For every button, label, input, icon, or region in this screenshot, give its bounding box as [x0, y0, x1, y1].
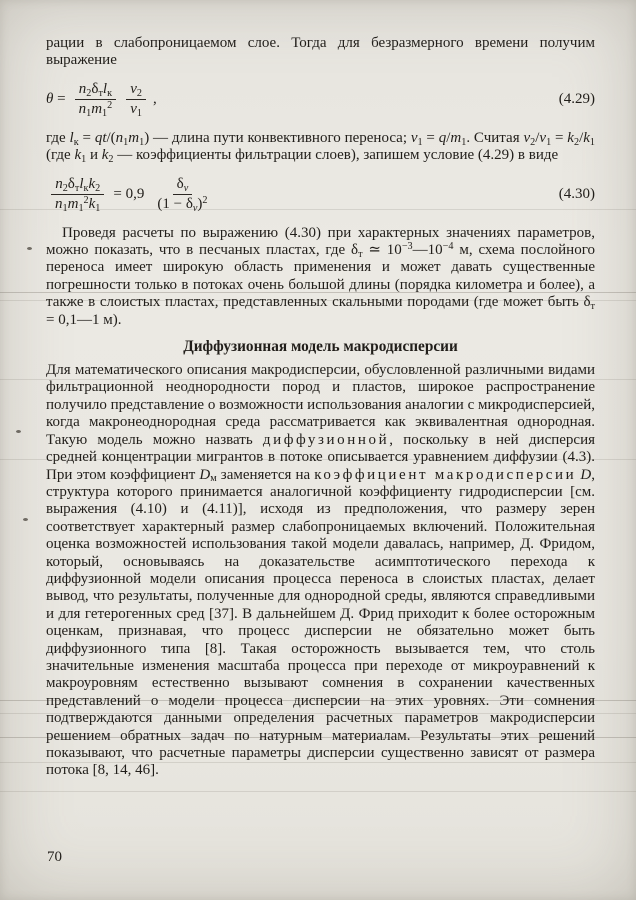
eq-4-29-number: (4.29)	[558, 91, 595, 108]
eq-4-30-equals-coefficient: = 0,9	[113, 185, 145, 202]
scan-artifact-line	[0, 791, 636, 792]
eq-4-30-right-denominator: $(1 - \delta_v)^2$	[157, 195, 208, 214]
eq-4-29-velocity-denominator: $v_1$	[130, 101, 142, 120]
eq-4-29-fraction-velocity	[126, 81, 146, 118]
eq-4-29-denominator: $n_1m_1^2$	[78, 100, 113, 120]
eq-4-30-number: (4.30)	[558, 185, 595, 202]
eq-4-30-fraction-right	[153, 176, 211, 213]
eq-4-29-numerator: $n_2\delta_тl_к$	[75, 81, 116, 100]
ink-speck	[27, 247, 32, 250]
eq-4-29-comma: ,	[152, 91, 157, 108]
section-heading: Диффузионная модель макродисперсии	[183, 338, 458, 356]
equation-4-30	[46, 175, 595, 215]
eq-4-30-denominator: $n_1m_1^2k_1$	[55, 195, 101, 214]
page-number: 70	[47, 849, 62, 865]
paragraph-where: где $l_к = qt/(n_1m_1)$ — длина пути конвективного переноса; $v_1 = q/m_1$. Считая $v_2/v_1 = k_2/k_1$ (где $k_1$ и $k_2$ — коэффициенты фильтрации слоев), запишем условие (4.29) в виде	[46, 129, 595, 166]
equation-4-29	[46, 80, 595, 120]
ink-speck	[16, 430, 21, 433]
eq-4-29-fraction-main	[75, 81, 117, 118]
paragraph-calculations: Проведя расчеты по выражению (4.30) при характерных значениях параметров, можно показать, что в песчаных пластах, где $\delta_т$ ≃ $10^{-3}—10^{-4}$ м, схема послойного переноса имеет широкую область применения и может давать существенные погрешности только в потоках очень большой длины (порядка километра и более), а также в слоистых пластах, представленных скальными породами (где может быть $\delta_т$ = 0,1—1 м).	[46, 224, 595, 328]
ink-speck	[23, 518, 28, 521]
paragraph-intro: рации в слабопроницаемом слое. Тогда для безразмерного времени получим выражение	[46, 35, 595, 69]
eq-4-30-numerator: $n_2\delta_тl_кk_2$	[51, 176, 104, 195]
eq-4-29-lhs: θ =	[46, 91, 66, 108]
paragraph-main: Для математического описания макродисперсии, обусловленной различными видами фильтрационной неоднородности пород и пластов, широкое распространение получило представление о возможности использования аналогии с микродисперсией, когда макронеоднородная среда рассматривается как эквивалентная однородная. Такую модель можно назвать диффузионной, поскольку в ней дисперсия средней концентрации мигрантов в потоке описывается уравнением диффузии (4.3). При этом коэффициент $D_м$ заменяется на коэффициент макродисперсии D, структура которого принимается аналогичной коэффициенту гидродисперсии [см. выражения (4.10) и (4.11)], исходя из предположения, что размеру зерен соответствует характерный размер слабопроницаемых включений. Положительная оценка возможностей использования такой модели давалась, например, Д. Фридом, который, основываясь на доказательстве асимптотического перехода к диффузионной модели описания процесса переноса в слоистых пластах, делает вывод, что результаты, полученные для однородной среды, являются справедливыми и для гетерогенных сред [37]. В дальнейшем Д. Фрид приходит к более осторожным оценкам, признавая, что процесс дисперсии не обязательно может быть диффузионного типа [8]. Такая осторожность вызывается тем, что столь значительные изменения масштаба процесса при переходе от микроуравнений к макроуровням естественно вызывают сомнения в сохранении качественных представлений о модели процесса дисперсии на этих уровнях. Эти сомнения подтверждаются данными определения расчетных параметров макродисперсии решением обратных задач по натурным материалам. Результаты этих решений показывают, что расчетные параметры дисперсии существенно зависят от размера потока [8, 14, 46].	[46, 362, 595, 779]
text-block	[46, 35, 595, 780]
eq-4-30-right-numerator: $\delta_v$	[173, 176, 193, 195]
eq-4-29-velocity-numerator: $v_2$	[126, 81, 146, 100]
eq-4-30-fraction-left	[51, 176, 104, 213]
